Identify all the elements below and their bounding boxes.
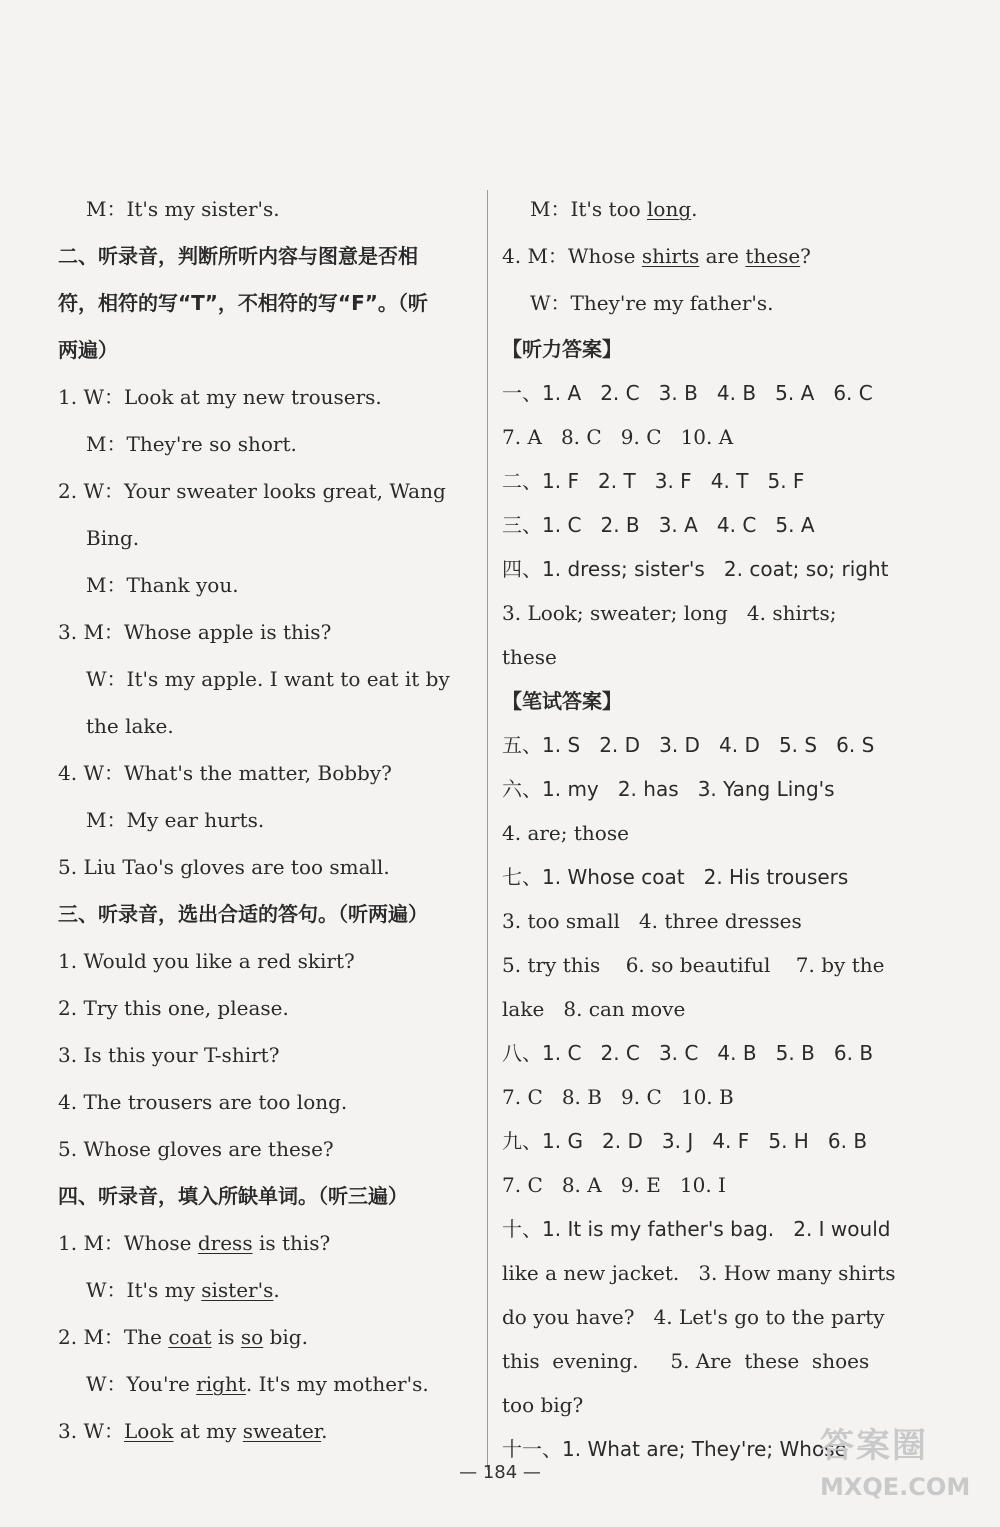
text-line: 十一、1. What are; They're; Whose <box>502 1437 847 1461</box>
section-heading: 【笔试答案】 <box>502 689 622 713</box>
right-column <box>502 186 920 1471</box>
text-line <box>58 1314 474 1361</box>
section-heading: 三、听录音，选出合适的答句。（听两遍） <box>58 902 428 926</box>
filled-blank: these <box>745 244 801 268</box>
text-segment: big. <box>263 1325 308 1349</box>
filled-blank: so <box>240 1325 264 1349</box>
text-line: 3. M：Whose apple is this? <box>58 620 332 644</box>
text-line: 1. W：Look at my new trousers. <box>58 385 382 409</box>
text-line: M：My ear hurts. <box>86 808 265 832</box>
text-line: 十、1. It is my father's bag. 2. I would <box>502 1217 891 1241</box>
text-line: 7. C 8. B 9. C 10. B <box>502 1085 734 1109</box>
text-segment: . <box>321 1419 328 1443</box>
text-line: 3. too small 4. three dresses <box>502 909 802 933</box>
text-line: 2. Try this one, please. <box>58 996 289 1020</box>
text-line: like a new jacket. 3. How many shirts <box>502 1261 896 1285</box>
filled-blank: sweater <box>242 1419 322 1443</box>
text-line: too big? <box>502 1393 584 1417</box>
text-line: 3. Is this your T-shirt? <box>58 1043 280 1067</box>
text-segment: M：It's too <box>530 197 648 221</box>
text-line: 三、1. C 2. B 3. A 4. C 5. A <box>502 513 815 537</box>
text-line: 八、1. C 2. C 3. C 4. B 5. B 6. B <box>502 1041 874 1065</box>
text-line: 五、1. S 2. D 3. D 4. D 5. S 6. S <box>502 733 875 757</box>
text-segment: are <box>699 244 746 268</box>
text-line: Bing. <box>86 526 140 550</box>
filled-blank: coat <box>168 1325 212 1349</box>
filled-blank: sister's <box>201 1278 274 1302</box>
page-number: — 184 — <box>459 1462 541 1483</box>
text-line: this evening. 5. Are these shoes <box>502 1349 870 1373</box>
text-line: the lake. <box>86 714 174 738</box>
text-segment: . <box>691 197 698 221</box>
text-line <box>502 233 920 280</box>
section-heading: 两遍） <box>58 338 118 362</box>
text-line: 7. A 8. C 9. C 10. A <box>502 425 734 449</box>
filled-blank: shirts <box>641 244 700 268</box>
text-segment: 1. M：Whose <box>58 1231 198 1255</box>
text-line: do you have? 4. Let's go to the party <box>502 1305 885 1329</box>
text-segment: is <box>211 1325 241 1349</box>
text-line: M：Thank you. <box>86 573 239 597</box>
text-line: M：They're so short. <box>86 432 297 456</box>
text-line: 九、1. G 2. D 3. J 4. F 5. H 6. B <box>502 1129 868 1153</box>
text-line: M：It's my sister's. <box>86 197 280 221</box>
text-segment: is this? <box>252 1231 331 1255</box>
filled-blank: long <box>647 197 692 221</box>
section-heading: 二、听录音，判断所听内容与图意是否相 <box>58 244 418 268</box>
text-line <box>502 186 920 233</box>
text-segment: W：You're <box>86 1372 197 1396</box>
text-segment: 3. W： <box>58 1419 124 1443</box>
text-line: 5. try this 6. so beautiful 7. by the <box>502 953 885 977</box>
watermark-logo <box>820 1418 990 1523</box>
text-line: 1. Would you like a red skirt? <box>58 949 355 973</box>
text-segment: W：It's my <box>86 1278 202 1302</box>
text-line: W：It's my apple. I want to eat it by <box>86 667 450 691</box>
filled-blank: right <box>196 1372 246 1396</box>
section-heading: 符，相符的写“T”，不相符的写“F”。（听 <box>58 291 428 315</box>
left-column <box>58 186 474 1455</box>
text-line: 5. Whose gloves are these? <box>58 1137 334 1161</box>
text-line <box>58 1267 474 1314</box>
text-segment: 4. M：Whose <box>502 244 642 268</box>
text-line: 4. W：What's the matter, Bobby? <box>58 761 392 785</box>
text-line: 4. The trousers are too long. <box>58 1090 348 1114</box>
text-line: these <box>502 645 557 669</box>
text-line: 六、1. my 2. has 3. Yang Ling's <box>502 777 835 801</box>
text-segment: at my <box>173 1419 243 1443</box>
text-segment: . It's my mother's. <box>245 1372 429 1396</box>
text-line: 四、1. dress; sister's 2. coat; so; right <box>502 557 889 581</box>
text-line: 2. W：Your sweater looks great, Wang <box>58 479 446 503</box>
text-line: 七、1. Whose coat 2. His trousers <box>502 865 849 889</box>
text-line: 一、1. A 2. C 3. B 4. B 5. A 6. C <box>502 381 873 405</box>
column-divider <box>487 190 488 1470</box>
text-line: 7. C 8. A 9. E 10. I <box>502 1173 726 1197</box>
watermark-cn: 答案圈 <box>820 1426 928 1466</box>
section-heading: 【听力答案】 <box>502 337 622 361</box>
section-heading: 四、听录音，填入所缺单词。（听三遍） <box>58 1184 408 1208</box>
text-segment: ? <box>800 244 811 268</box>
text-line: 3. Look; sweater; long 4. shirts; <box>502 601 837 625</box>
text-segment: 2. M：The <box>58 1325 169 1349</box>
text-line: lake 8. can move <box>502 997 686 1021</box>
text-line <box>58 1408 474 1455</box>
text-line: 二、1. F 2. T 3. F 4. T 5. F <box>502 469 805 493</box>
filled-blank: dress <box>197 1231 253 1255</box>
text-line: 5. Liu Tao's gloves are too small. <box>58 855 390 879</box>
text-line: W：They're my father's. <box>530 291 774 315</box>
text-segment: . <box>273 1278 280 1302</box>
text-line <box>58 1220 474 1267</box>
text-line: 4. are; those <box>502 821 629 845</box>
text-line <box>58 1361 474 1408</box>
filled-blank: Look <box>124 1419 174 1443</box>
watermark-en: MXQE.COM <box>820 1473 971 1501</box>
